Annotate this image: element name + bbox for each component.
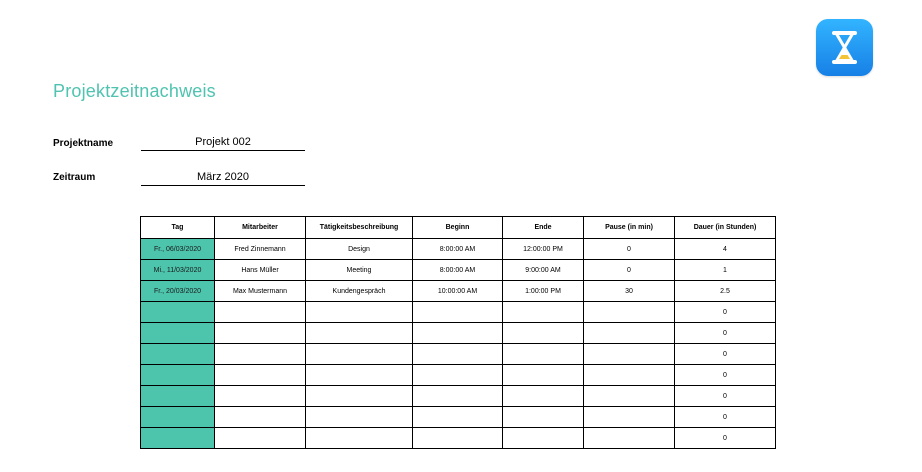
break-cell[interactable] — [584, 428, 675, 449]
start-cell[interactable] — [413, 407, 503, 428]
start-cell[interactable] — [413, 302, 503, 323]
employee-cell[interactable] — [215, 428, 306, 449]
duration-cell[interactable]: 0 — [675, 386, 776, 407]
day-cell[interactable] — [141, 407, 215, 428]
col-header-duration: Dauer (in Stunden) — [675, 217, 776, 239]
table-row — [141, 260, 776, 281]
employee-cell[interactable] — [215, 323, 306, 344]
day-cell[interactable] — [141, 323, 215, 344]
break-cell[interactable] — [584, 386, 675, 407]
document-title: Projektzeitnachweis — [53, 81, 216, 101]
end-cell[interactable]: 9:00:00 AM — [503, 260, 584, 281]
col-header-day: Tag — [141, 217, 215, 239]
duration-cell[interactable]: 1 — [675, 260, 776, 281]
activity-cell[interactable]: Meeting — [306, 260, 413, 281]
day-cell[interactable] — [141, 302, 215, 323]
table-row — [141, 428, 776, 449]
employee-cell[interactable]: Max Mustermann — [215, 281, 306, 302]
duration-cell[interactable]: 0 — [675, 302, 776, 323]
break-cell[interactable]: 0 — [584, 239, 675, 260]
app-logo — [816, 19, 873, 76]
employee-cell[interactable] — [215, 344, 306, 365]
duration-cell[interactable]: 0 — [675, 428, 776, 449]
project-name-label: Projektname — [53, 138, 114, 149]
activity-cell[interactable] — [306, 302, 413, 323]
day-cell[interactable] — [141, 428, 215, 449]
activity-cell[interactable] — [306, 323, 413, 344]
end-cell[interactable] — [503, 344, 584, 365]
employee-cell[interactable] — [215, 365, 306, 386]
day-cell[interactable]: Fr., 06/03/2020 — [141, 239, 215, 260]
col-header-break: Pause (in min) — [584, 217, 675, 239]
employee-cell[interactable]: Hans Müller — [215, 260, 306, 281]
hourglass-icon — [816, 19, 873, 76]
duration-cell[interactable]: 0 — [675, 323, 776, 344]
table-row — [141, 239, 776, 260]
start-cell[interactable] — [413, 344, 503, 365]
activity-cell[interactable] — [306, 428, 413, 449]
table-row — [141, 323, 776, 344]
duration-cell[interactable]: 0 — [675, 344, 776, 365]
start-cell[interactable]: 8:00:00 AM — [413, 260, 503, 281]
day-cell[interactable]: Fr., 20/03/2020 — [141, 281, 215, 302]
col-header-end: Ende — [503, 217, 584, 239]
break-cell[interactable]: 0 — [584, 260, 675, 281]
table-row — [141, 407, 776, 428]
col-header-activity: Tätigkeitsbeschreibung — [306, 217, 413, 239]
employee-cell[interactable] — [215, 407, 306, 428]
table-row — [141, 344, 776, 365]
table-header-row — [141, 217, 776, 239]
break-cell[interactable] — [584, 365, 675, 386]
end-cell[interactable] — [503, 428, 584, 449]
activity-cell[interactable] — [306, 407, 413, 428]
col-header-employee: Mitarbeiter — [215, 217, 306, 239]
table-row — [141, 365, 776, 386]
duration-cell[interactable]: 0 — [675, 407, 776, 428]
project-name-field[interactable]: Projekt 002 — [141, 136, 305, 151]
table-row — [141, 302, 776, 323]
duration-cell[interactable]: 2.5 — [675, 281, 776, 302]
activity-cell[interactable]: Kundengespräch — [306, 281, 413, 302]
break-cell[interactable] — [584, 407, 675, 428]
break-cell[interactable]: 30 — [584, 281, 675, 302]
start-cell[interactable]: 10:00:00 AM — [413, 281, 503, 302]
end-cell[interactable] — [503, 407, 584, 428]
activity-cell[interactable]: Design — [306, 239, 413, 260]
end-cell[interactable] — [503, 323, 584, 344]
activity-cell[interactable] — [306, 386, 413, 407]
start-cell[interactable] — [413, 428, 503, 449]
start-cell[interactable] — [413, 386, 503, 407]
end-cell[interactable]: 12:00:00 PM — [503, 239, 584, 260]
period-field[interactable]: März 2020 — [141, 171, 305, 186]
break-cell[interactable] — [584, 344, 675, 365]
break-cell[interactable] — [584, 323, 675, 344]
col-header-start: Beginn — [413, 217, 503, 239]
end-cell[interactable] — [503, 365, 584, 386]
break-cell[interactable] — [584, 302, 675, 323]
start-cell[interactable] — [413, 365, 503, 386]
table-row — [141, 281, 776, 302]
day-cell[interactable] — [141, 365, 215, 386]
day-cell[interactable] — [141, 386, 215, 407]
end-cell[interactable]: 1:00:00 PM — [503, 281, 584, 302]
start-cell[interactable]: 8:00:00 AM — [413, 239, 503, 260]
day-cell[interactable]: Mi., 11/03/2020 — [141, 260, 215, 281]
end-cell[interactable] — [503, 386, 584, 407]
duration-cell[interactable]: 4 — [675, 239, 776, 260]
duration-cell[interactable]: 0 — [675, 365, 776, 386]
activity-cell[interactable] — [306, 344, 413, 365]
end-cell[interactable] — [503, 302, 584, 323]
start-cell[interactable] — [413, 323, 503, 344]
time-tracking-table — [140, 216, 776, 449]
table-row — [141, 386, 776, 407]
activity-cell[interactable] — [306, 365, 413, 386]
day-cell[interactable] — [141, 344, 215, 365]
employee-cell[interactable] — [215, 386, 306, 407]
period-label: Zeitraum — [53, 172, 96, 183]
employee-cell[interactable] — [215, 302, 306, 323]
employee-cell[interactable]: Fred Zinnemann — [215, 239, 306, 260]
